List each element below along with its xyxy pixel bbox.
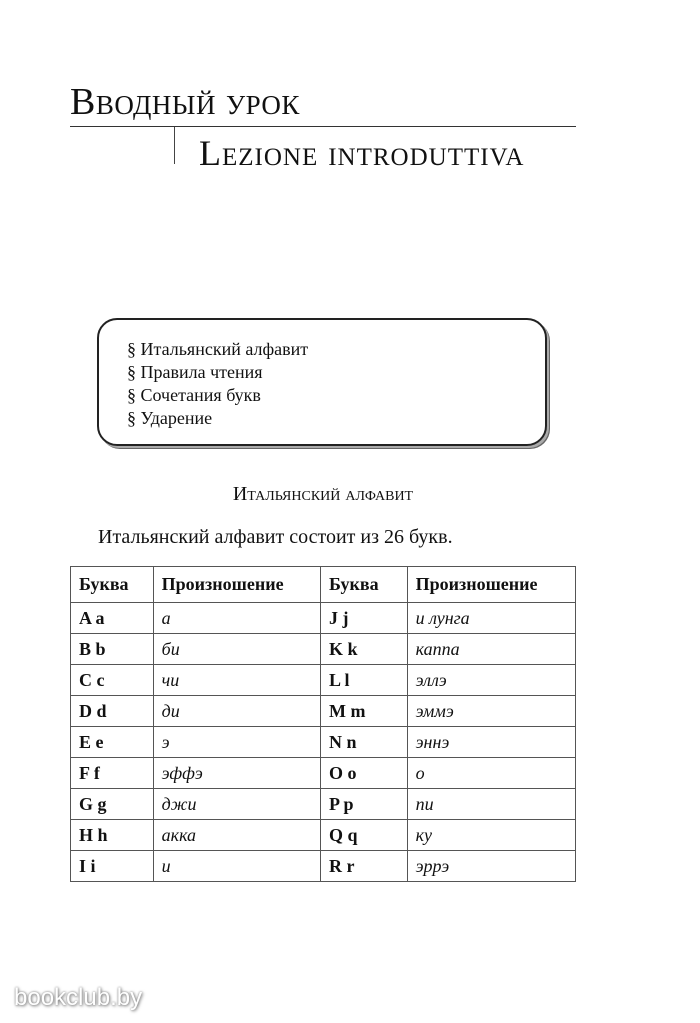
title-divider-horizontal [70,126,576,127]
letter-cell: J j [321,603,408,634]
table-row [71,634,576,665]
pronunciation-cell: и лунга [407,603,575,634]
intro-paragraph: Итальянский алфавит состоит из 26 букв. [98,526,453,548]
letter-cell: R r [321,851,408,882]
table-row [71,603,576,634]
chapter-title-russian: Вводный урок [70,81,300,123]
letter-cell: N n [321,727,408,758]
letter-cell: L l [321,665,408,696]
pronunciation-cell: чи [153,665,320,696]
letter-cell: I i [71,851,154,882]
topics-list [127,338,308,430]
table-row [71,820,576,851]
pronunciation-cell: акка [153,820,320,851]
pronunciation-cell: джи [153,789,320,820]
header-letter: Буква [71,567,154,603]
letter-cell: D d [71,696,154,727]
letter-cell: F f [71,758,154,789]
pronunciation-cell: эннэ [407,727,575,758]
alphabet-table [70,566,576,882]
pronunciation-cell: э [153,727,320,758]
header-pronunciation: Произношение [153,567,320,603]
letter-cell: C c [71,665,154,696]
letter-cell: O o [321,758,408,789]
topics-box [97,318,547,446]
letter-cell: G g [71,789,154,820]
letter-cell: B b [71,634,154,665]
pronunciation-cell: эллэ [407,665,575,696]
header-letter: Буква [321,567,408,603]
chapter-title-italian: Lezione introduttiva [199,133,525,173]
header-pronunciation: Произношение [407,567,575,603]
pronunciation-cell: пи [407,789,575,820]
pronunciation-cell: ди [153,696,320,727]
letter-cell: K k [321,634,408,665]
pronunciation-cell: каппа [407,634,575,665]
pronunciation-cell: би [153,634,320,665]
letter-cell: M m [321,696,408,727]
section-heading: Итальянский алфавит [232,483,414,505]
pronunciation-cell: а [153,603,320,634]
table-body [71,603,576,882]
topic-item: § Сочетания букв [127,385,261,405]
letter-cell: P p [321,789,408,820]
topic-item: § Ударение [127,408,213,428]
table-row [71,665,576,696]
table-row [71,727,576,758]
letter-cell: E e [71,727,154,758]
table-row [71,696,576,727]
pronunciation-cell: эффэ [153,758,320,789]
letter-cell: Q q [321,820,408,851]
table-row [71,851,576,882]
table-header-row [71,567,576,603]
pronunciation-cell: о [407,758,575,789]
topic-item: § Итальянский алфавит [127,339,309,359]
pronunciation-cell: эммэ [407,696,575,727]
table-row [71,789,576,820]
pronunciation-cell: эррэ [407,851,575,882]
title-divider-vertical [174,127,175,164]
pronunciation-cell: и [153,851,320,882]
letter-cell: H h [71,820,154,851]
table-row [71,758,576,789]
watermark: bookclub.by [14,984,143,1011]
letter-cell: A a [71,603,154,634]
pronunciation-cell: ку [407,820,575,851]
topic-item: § Правила чтения [127,362,263,382]
